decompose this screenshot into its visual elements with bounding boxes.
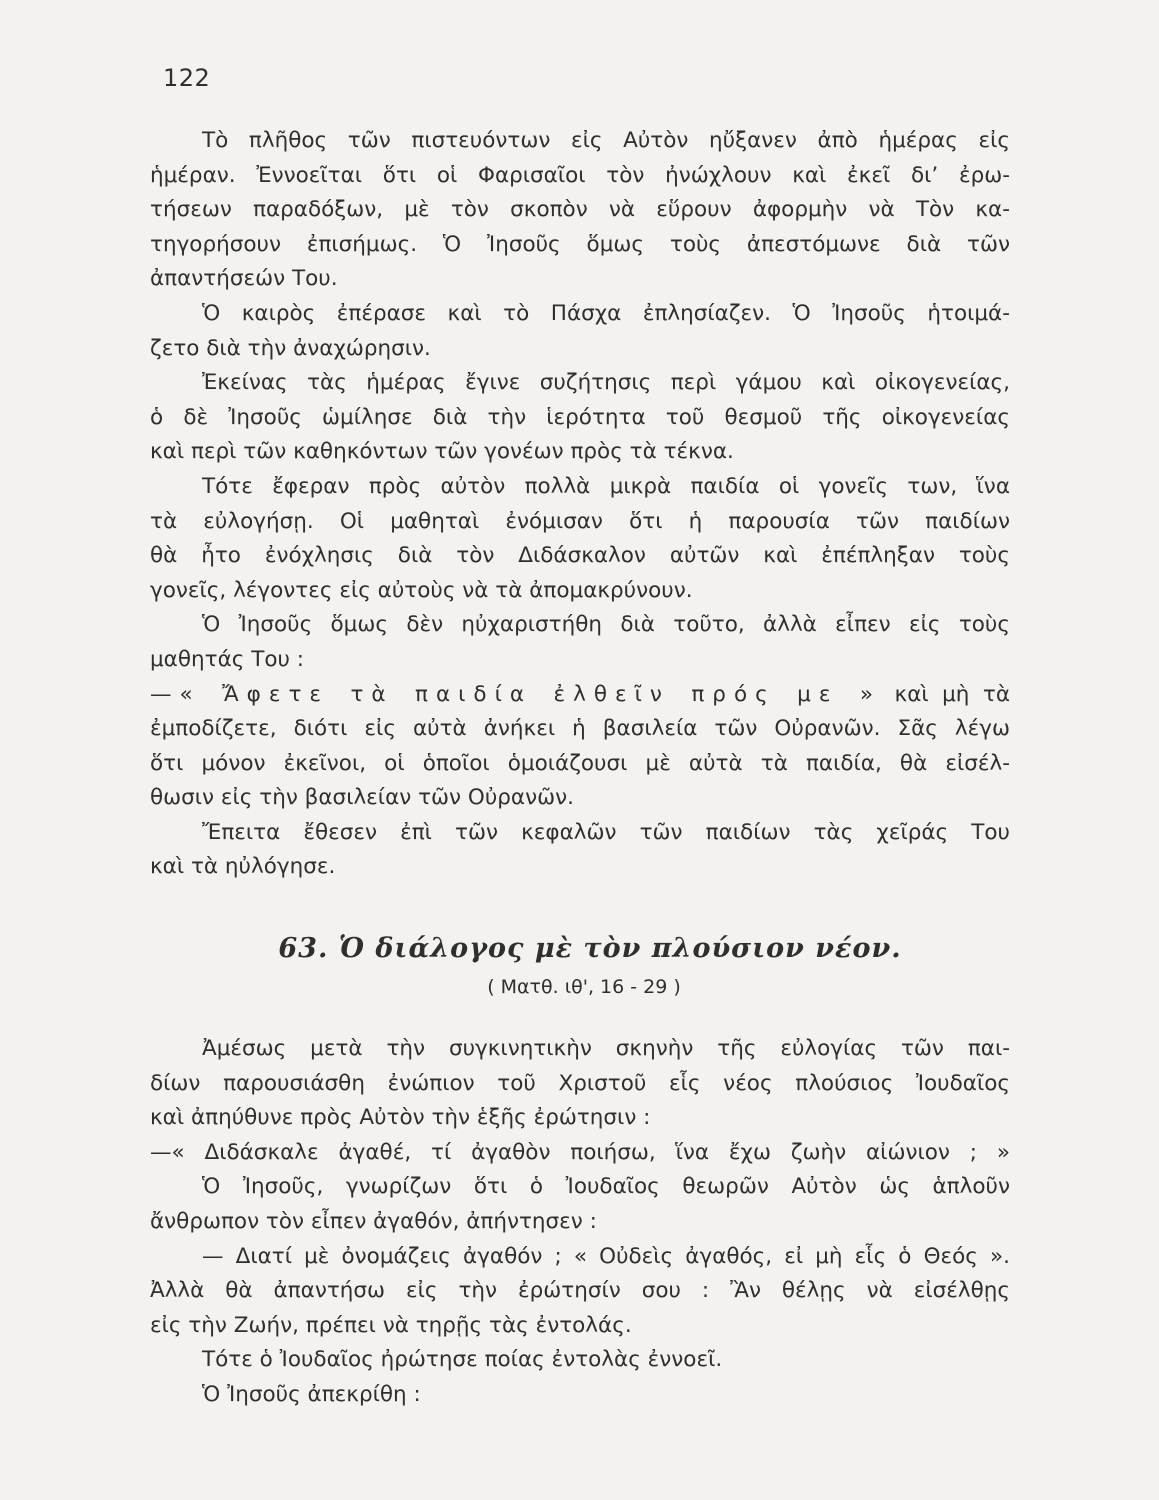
- text-line: Ὁ Ἰησοῦς ἀπεκρίθη :: [202, 1381, 421, 1407]
- text-line: Ἔπειτα ἔθεσεν ἐπὶ τῶν κεφαλῶν τῶν παιδίων τὰς χεῖράς Του: [202, 819, 1010, 845]
- text-line: καὶ περὶ τῶν καθηκόντων τῶν γονέων πρὸς τὰ τέκνα.: [150, 439, 734, 465]
- text-line: ἀπαντήσεών Του.: [150, 266, 338, 292]
- text-line: Ἀλλὰ θὰ ἀπαντήσω εἰς τὴν ἐρώτησίν σου : Ἂν θέλῃς νὰ εἰσέλθῃς: [150, 1278, 1010, 1304]
- text-line: ζετο διὰ τὴν ἀναχώρησιν.: [150, 335, 431, 361]
- quote-line: [150, 678, 1010, 713]
- text-line: ἡμέραν. Ἐννοεῖται ὅτι οἱ Φαρισαῖοι τὸν ἠνώχλουν καὶ ἐκεῖ δι’ ἐρω-: [150, 162, 1010, 188]
- page-number: 122: [163, 64, 211, 92]
- text-line: Ὁ καιρὸς ἐπέρασε καὶ τὸ Πάσχα ἐπλησίαζεν. Ὁ Ἰησοῦς ἡτοιμά-: [202, 300, 1010, 326]
- text-line: Τότε ἔφεραν πρὸς αὐτὸν πολλὰ μικρὰ παιδία οἱ γονεῖς των, ἵνα: [202, 473, 1010, 499]
- text-line: ὅτι μόνον ἐκεῖνοι, οἱ ὁποῖοι ὁμοιάζουσι μὲ αὐτὰ τὰ παιδία, θὰ εἰσέλ-: [150, 750, 1010, 776]
- scripture-reference: ( Ματθ. ιθ', 16 - 29 ): [487, 976, 681, 998]
- text-line: — Διατί μὲ ὀνομάζεις ἀγαθόν ; « Οὐδεὶς ἀγαθός, εἰ μὴ εἷς ὁ Θεός ».: [202, 1243, 1010, 1269]
- text-line: τηγορήσουν ἐπισήμως. Ὁ Ἰησοῦς ὅμως τοὺς ἀπεστόμωνε διὰ τῶν: [150, 231, 1010, 257]
- text-line: δίων παρουσιάσθη ἐνώπιον τοῦ Χριστοῦ εἷς νέος πλούσιος Ἰουδαῖος: [150, 1070, 1010, 1096]
- section-body-text-2: [150, 1032, 1010, 1413]
- text-line: τήσεων παραδόξων, μὲ τὸν σκοπὸν νὰ εὕρουν ἀφορμὴν νὰ Τὸν κα-: [150, 197, 1010, 223]
- text-line: ὁ δὲ Ἰησοῦς ὡμίλησε διὰ τὴν ἱερότητα τοῦ θεσμοῦ τῆς οἰκογενείας: [150, 404, 1010, 430]
- section-body-text: [150, 124, 1010, 885]
- text-line: καὶ τὰ ηὐλόγησε.: [150, 854, 336, 880]
- spaced-quote: —« Ἄφετε τὰ παιδία ἐλθεῖν πρός με »: [150, 681, 882, 707]
- text-line: καὶ ἀπηύθυνε πρὸς Αὐτὸν τὴν ἑξῆς ἐρώτησιν :: [150, 1105, 651, 1131]
- text-line: Ὁ Ἰησοῦς, γνωρίζων ὅτι ὁ Ἰουδαῖος θεωρῶν Αὐτὸν ὡς ἁπλοῦν: [202, 1174, 1010, 1200]
- section-heading: 63. Ὁ διάλογος μὲ τὸν πλούσιον νέον.: [278, 933, 902, 964]
- text-line: Τότε ὁ Ἰουδαῖος ἠρώτησε ποίας ἐντολὰς ἐννοεῖ.: [202, 1347, 723, 1373]
- text-line: γονεῖς, λέγοντες εἰς αὐτοὺς νὰ τὰ ἀπομακρύνουν.: [150, 577, 693, 603]
- text-line: Τὸ πλῆθος τῶν πιστευόντων εἰς Αὐτὸν ηὔξανεν ἀπὸ ἡμέρας εἰς: [202, 128, 1010, 153]
- text-line: εἰς τὴν Ζωήν, πρέπει νὰ τηρῇς τὰς ἐντολάς.: [150, 1312, 632, 1338]
- quote-continuation: καὶ μὴ τὰ: [881, 681, 1010, 707]
- text-line: θὰ ἦτο ἐνόχλησις διὰ τὸν Διδάσκαλον αὐτῶν καὶ ἐπέπληξαν τοὺς: [150, 543, 1010, 569]
- text-line: Ὁ Ἰησοῦς ὅμως δὲν ηὐχαριστήθη διὰ τοῦτο, ἀλλὰ εἶπεν εἰς τοὺς: [202, 612, 1010, 638]
- text-line: Ἀμέσως μετὰ τὴν συγκινητικὴν σκηνὴν τῆς εὐλογίας τῶν παι-: [202, 1036, 1010, 1061]
- text-line: θωσιν εἰς τὴν βασιλείαν τῶν Οὐρανῶν.: [150, 785, 574, 811]
- text-line: Ἐκείνας τὰς ἡμέρας ἔγινε συζήτησις περὶ γάμου καὶ οἰκογενείας,: [202, 370, 1010, 396]
- text-line: —« Διδάσκαλε ἀγαθέ, τί ἀγαθὸν ποιήσω, ἵνα ἔχω ζωὴν αἰώνιον ; »: [150, 1139, 1010, 1165]
- text-line: ἐμποδίζετε, διότι εἰς αὐτὰ ἀνήκει ἡ βασιλεία τῶν Οὐρανῶν. Σᾶς λέγω: [150, 716, 1010, 742]
- text-line: τὰ εὐλογήσῃ. Οἱ μαθηταὶ ἐνόμισαν ὅτι ἡ παρουσία τῶν παιδίων: [150, 508, 1010, 534]
- text-line: ἄνθρωπον τὸν εἶπεν ἀγαθόν, ἀπήντησεν :: [150, 1208, 597, 1234]
- section-heading-block: [150, 926, 1010, 1002]
- text-line: μαθητάς Του :: [150, 646, 305, 672]
